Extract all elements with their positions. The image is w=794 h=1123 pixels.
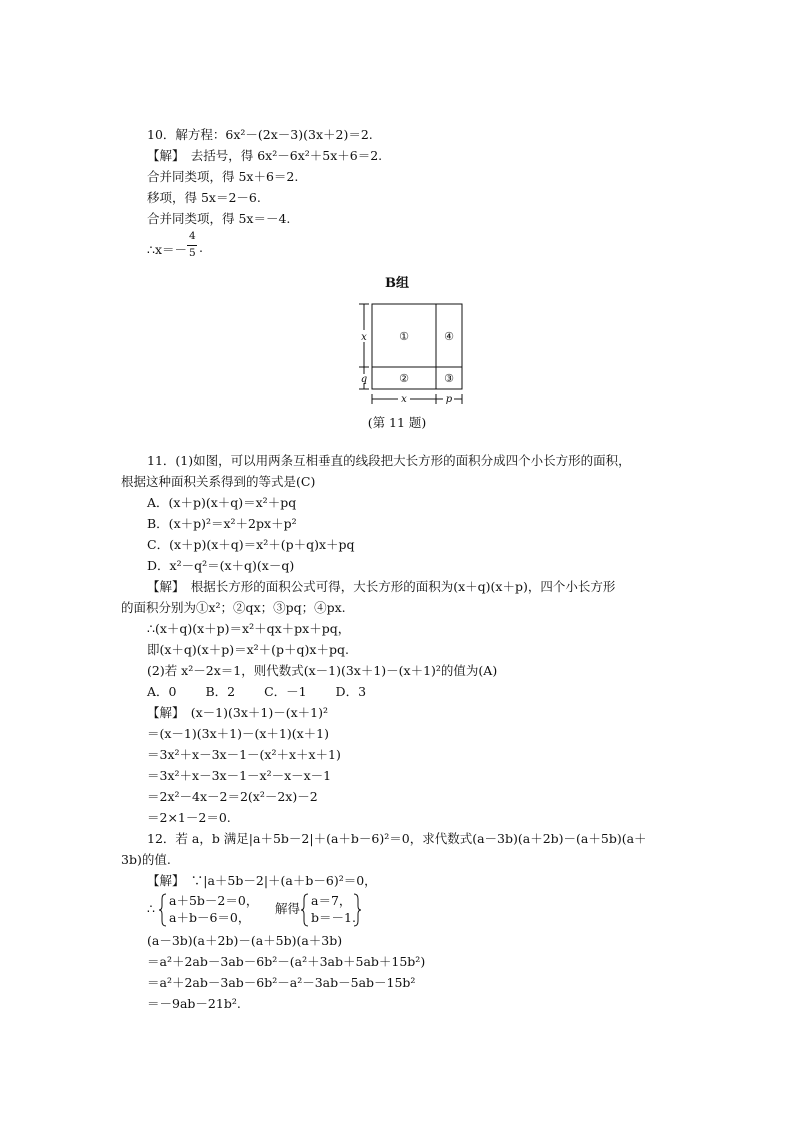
q12-solution-line: ＝－9ab－21b².	[147, 996, 241, 1011]
section-title: B组	[385, 276, 409, 291]
q11-solution-line: 即(x＋q)(x＋p)＝x²＋(p＋q)x＋pq.	[147, 642, 349, 657]
q11-part2-solution: 【解】 (x－1)(3x＋1)－(x＋1)²	[147, 705, 328, 720]
q11-part2-solution: ＝(x－1)(3x＋1)－(x＋1)(x＋1)	[147, 726, 329, 741]
q11-part2-solution: ＝3x²＋x－3x－1－(x²＋x＋x＋1)	[147, 747, 341, 762]
left-brace	[301, 893, 309, 927]
q10-answer-numerator: 4	[189, 230, 196, 242]
q12-problem-line: 12．若 a，b 满足|a＋5b－2|＋(a＋b－6)²＝0，求代数式(a－3b)(a＋2b)－(a＋5b)(a＋	[147, 831, 647, 846]
q10-problem: 10．解方程：6x²－(2x－3)(3x＋2)＝2.	[147, 127, 373, 142]
q12-solution-line: ＝a²＋2ab－3ab－6b²－(a²＋3ab＋5ab＋15b²)	[147, 954, 426, 969]
area-diagram	[350, 300, 470, 410]
q11-part2-solution: ＝3x²＋x－3x－1－x²－x－x－1	[147, 768, 332, 783]
right-brace	[353, 893, 361, 927]
cell-1-label: ①	[399, 330, 409, 343]
q11-part2-solution: ＝2×1－2＝0.	[147, 810, 231, 825]
q12-solution-line: 【解】 ∵|a＋5b－2|＋(a＋b－6)²＝0，	[147, 873, 377, 888]
system-result-1: a＝7，	[311, 893, 352, 908]
q10-solution-line: 【解】 去括号，得 6x²－6x²＋5x＋6＝2.	[147, 148, 383, 163]
q10-solution-line: 合并同类项，得 5x＝－4.	[147, 211, 291, 226]
q10-answer-suffix: .	[199, 240, 203, 255]
q11-part2-options: A．0 B．2 C．－1 D．3	[147, 684, 367, 699]
q12-solution-line: (a－3b)(a＋2b)－(a＋5b)(a＋3b)	[147, 933, 343, 948]
figure-caption: (第 11 题)	[367, 415, 427, 430]
label-p-bottom: p	[445, 394, 453, 405]
left-brace	[159, 893, 167, 927]
system-result-2: b＝－1.	[311, 910, 356, 925]
cell-4-label: ④	[444, 330, 454, 343]
q11-option-a: A．(x＋p)(x＋q)＝x²＋pq	[147, 495, 297, 510]
q11-option-b: B．(x＋p)²＝x²＋2px＋p²	[147, 516, 297, 531]
cell-3-label: ③	[444, 372, 454, 385]
q10-answer-denominator: 5	[189, 247, 196, 259]
solve-text: 解得	[275, 901, 301, 916]
q11-solution-line: 的面积分别为①x²；②qx；③pq；④px.	[121, 600, 346, 615]
q10-answer-prefix: ∴x＝－	[147, 242, 188, 257]
therefore-symbol: ∴	[147, 901, 155, 916]
label-x-bottom: x	[401, 394, 407, 405]
fraction-bar	[187, 245, 197, 246]
q11-problem-line: 11．(1)如图，可以用两条互相垂直的线段把大长方形的面积分成四个小长方形的面积，	[147, 453, 631, 468]
q12-problem-line: 3b)的值.	[121, 852, 171, 867]
label-q-left: q	[360, 374, 368, 385]
label-x-left: x	[361, 332, 367, 343]
q11-option-c: C．(x＋p)(x＋q)＝x²＋(p＋q)x＋pq	[147, 537, 355, 552]
q11-problem-line: 根据这种面积关系得到的等式是(C)	[121, 474, 316, 489]
q11-option-d: D．x²－q²＝(x＋q)(x－q)	[147, 558, 295, 573]
system-equation-2: a＋b－6＝0，	[169, 910, 251, 925]
q10-solution-line: 合并同类项，得 5x＋6＝2.	[147, 169, 299, 184]
system-equation-1: a＋5b－2＝0，	[169, 893, 259, 908]
q11-solution-line: ∴(x＋q)(x＋p)＝x²＋qx＋px＋pq，	[147, 621, 351, 636]
q10-solution-line: 移项，得 5x＝2－6.	[147, 190, 261, 205]
q12-solution-line: ＝a²＋2ab－3ab－6b²－a²－3ab－5ab－15b²	[147, 975, 416, 990]
q11-part2-problem: (2)若 x²－2x＝1，则代数式(x－1)(3x＋1)－(x＋1)²的值为(A)	[147, 663, 498, 678]
q11-solution-line: 【解】 根据长方形的面积公式可得，大长方形的面积为(x＋q)(x＋p)，四个小长方形	[147, 579, 616, 594]
q11-part2-solution: ＝2x²－4x－2＝2(x²－2x)－2	[147, 789, 318, 804]
cell-2-label: ②	[399, 372, 409, 385]
